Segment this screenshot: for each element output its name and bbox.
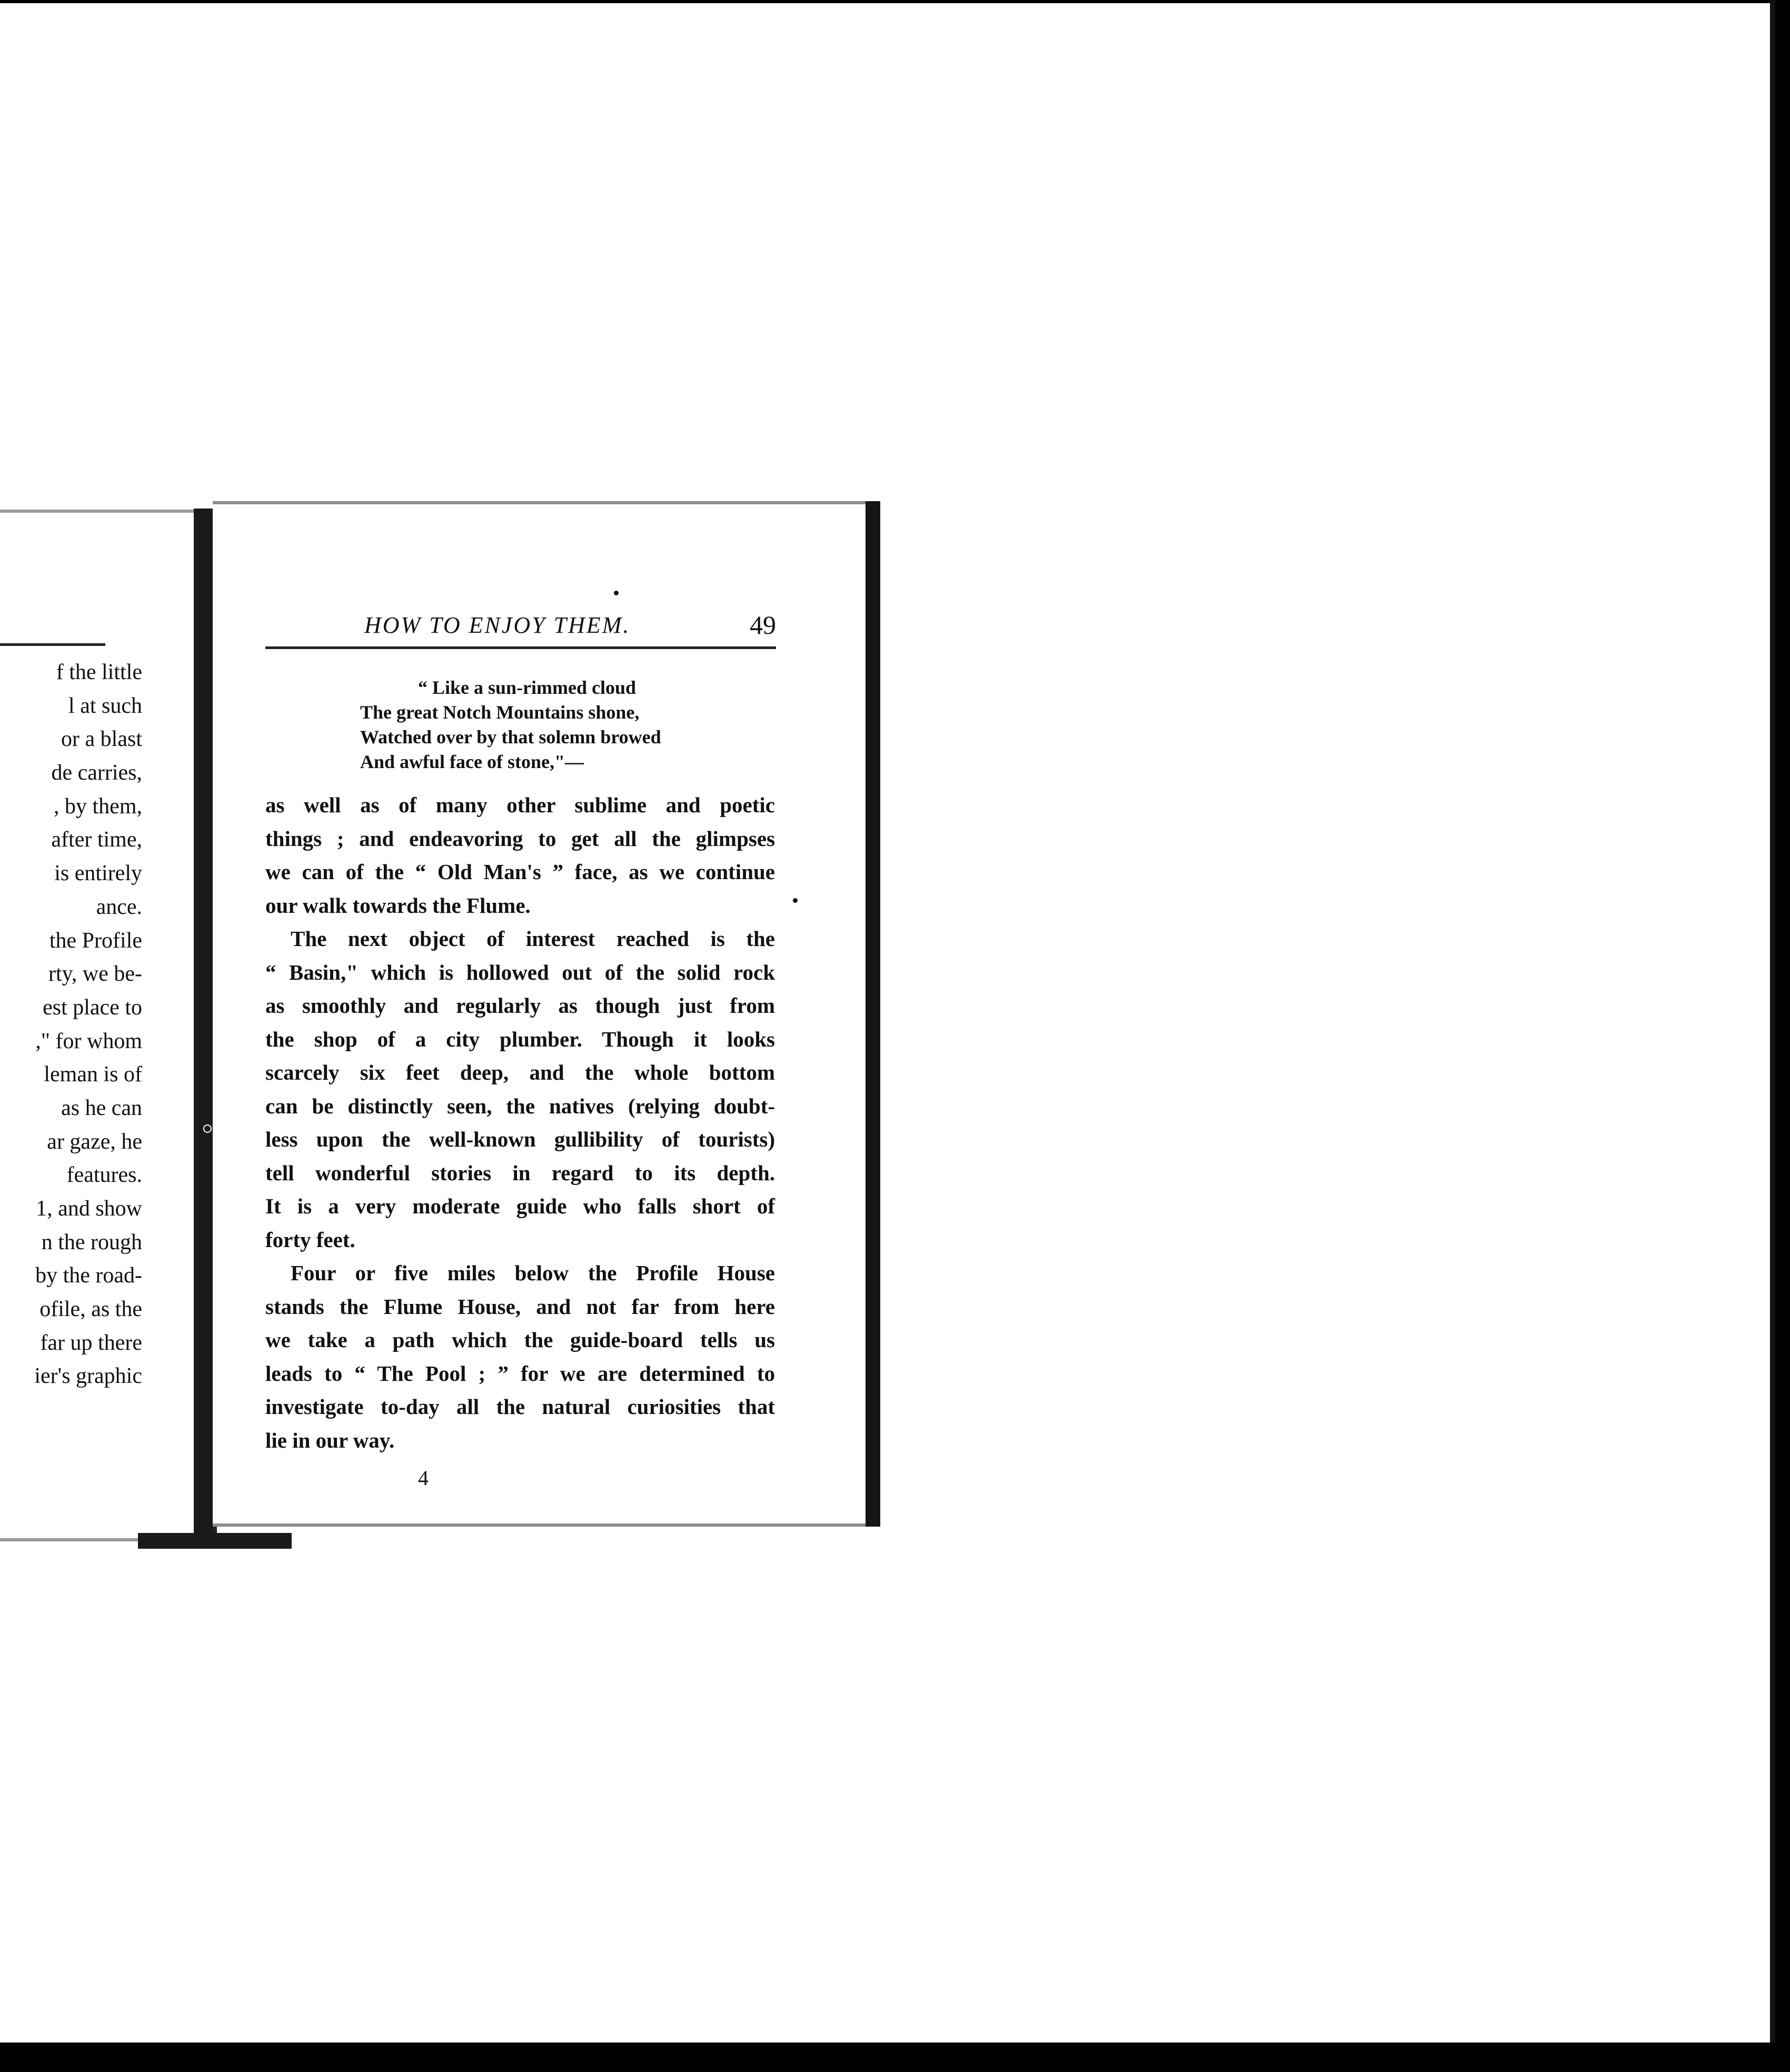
body-line: The next object of interest reached is the [291, 927, 775, 951]
body-line: It is a very moderate guide who falls short of [265, 1194, 775, 1218]
left-page-line: the Profile [49, 928, 142, 953]
body-line: as smoothly and regularly as though just from [265, 993, 775, 1018]
body-line: we take a path which the guide-board tells us [265, 1328, 775, 1352]
page-number: 49 [750, 610, 776, 640]
left-page-line: ier's graphic [34, 1364, 142, 1389]
left-page [0, 510, 217, 1541]
left-page-line: as he can [61, 1095, 142, 1120]
right-page [213, 501, 866, 1527]
body-line: lie in our way. [265, 1428, 395, 1452]
body-line: scarcely six feet deep, and the whole bottom [265, 1060, 775, 1084]
body-line: tell wonderful stories in regard to its depth. [265, 1160, 775, 1185]
body-text [265, 789, 775, 1457]
left-page-text [0, 656, 142, 1393]
left-page-line: de carries, [51, 761, 142, 785]
signature-mark: 4 [418, 1466, 429, 1490]
left-page-line: by the road- [35, 1263, 142, 1288]
left-page-line: ofile, as the [39, 1297, 142, 1322]
left-page-line: far up there [40, 1330, 142, 1355]
body-line: forty feet. [265, 1227, 355, 1252]
page-edge [866, 501, 880, 1527]
poem-quote [360, 675, 750, 774]
poem-line: “ Like a sun-rimmed cloud [418, 677, 637, 698]
left-page-line: or a blast [61, 727, 142, 752]
scan-frame-right-inner [1770, 0, 1775, 2072]
left-page-line: , by them, [54, 794, 142, 819]
hinge-mark [203, 1124, 212, 1133]
scan-frame-bottom [0, 2043, 1790, 2072]
poem-line: Watched over by that solemn browed [360, 726, 661, 748]
body-line: can be distinctly seen, the natives (relying doubt- [265, 1093, 775, 1118]
poem-line: The great Notch Mountains shone, [360, 702, 640, 723]
left-page-line: ance. [96, 894, 142, 919]
body-line: Four or five miles below the Profile House [291, 1261, 775, 1285]
poem-line: And awful face of stone,"— [360, 751, 584, 772]
ink-speck [793, 898, 798, 903]
left-page-line: after time, [51, 828, 142, 852]
left-page-line: f the little [56, 660, 142, 684]
left-page-line: n the rough [41, 1230, 142, 1254]
body-line: investigate to-day all the natural curiosities that [265, 1394, 775, 1419]
body-line: leads to “ The Pool ; ” for we are determined to [265, 1361, 775, 1386]
left-page-line: ar gaze, he [47, 1129, 142, 1154]
running-title: HOW TO ENJOY THEM. [364, 612, 631, 638]
left-page-line: leman is of [44, 1062, 142, 1087]
body-line: as well as of many other sublime and poetic [265, 793, 775, 817]
running-head [265, 604, 776, 649]
left-page-line: features. [66, 1163, 142, 1188]
body-line: things ; and endeavoring to get all the glimpses [265, 826, 775, 851]
body-line: stands the Flume House, and not far from here [265, 1294, 775, 1319]
body-line: our walk towards the Flume. [265, 893, 531, 918]
ink-speck [614, 591, 619, 595]
body-line: less upon the well-known gullibility of tourists) [265, 1127, 775, 1151]
body-line: the shop of a city plumber. Though it looks [265, 1027, 775, 1051]
body-line: “ Basin," which is hollowed out of the solid rock [265, 960, 775, 984]
left-page-line: is entirely [54, 861, 142, 886]
book-spine [194, 509, 213, 1543]
left-page-line: est place to [43, 995, 142, 1020]
left-page-line: ," for whom [35, 1029, 142, 1053]
scan-frame-right [1775, 0, 1790, 2072]
body-line: we can of the “ Old Man's ” face, as we continue [265, 860, 775, 884]
left-page-rule [0, 643, 105, 646]
left-page-line: rty, we be- [48, 962, 142, 987]
left-page-line: l at such [68, 693, 142, 718]
scan-frame-top [0, 0, 1790, 3]
left-page-line: 1, and show [36, 1197, 142, 1221]
book-spine-foot [138, 1533, 292, 1549]
